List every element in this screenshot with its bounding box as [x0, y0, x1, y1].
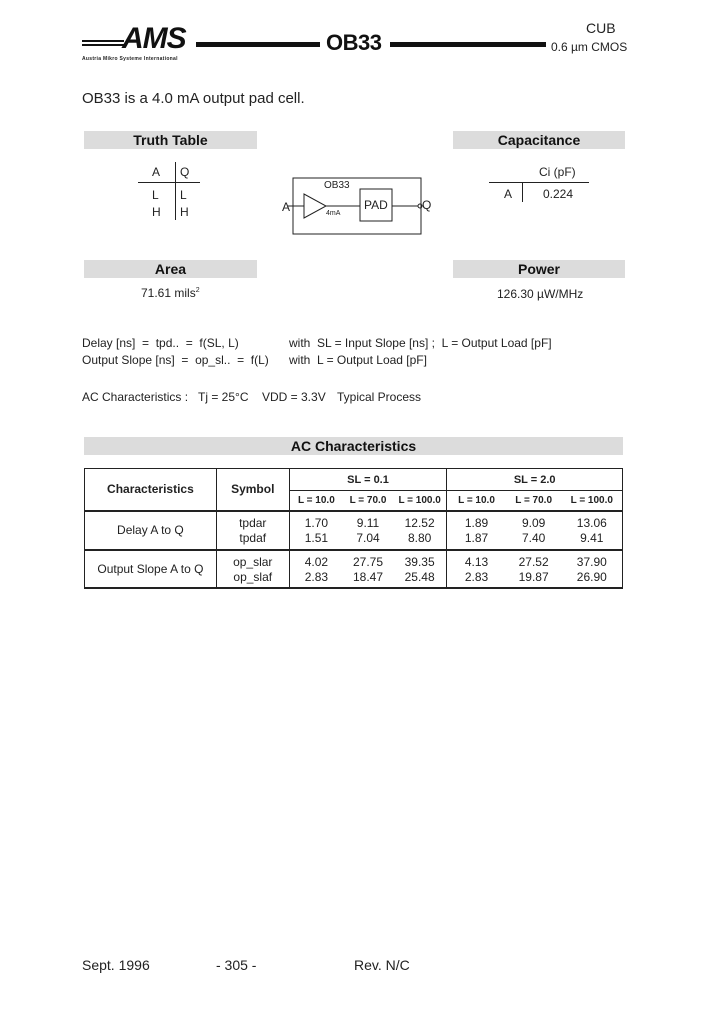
symbol-cell: op_slaf [216, 570, 289, 588]
capacitance-heading: Capacitance [453, 131, 625, 149]
capacitance-table [489, 164, 589, 204]
ac-table-heading: AC Characteristics [84, 437, 623, 455]
capacitance-value: 0.224 [543, 187, 574, 201]
value-cell: 12.52 [393, 511, 447, 531]
area-exponent: 2 [195, 287, 200, 294]
area-heading: Area [84, 260, 257, 278]
delay-formula: Delay [ns] = tpd.. = f(SL, L) [82, 336, 239, 350]
power-heading: Power [453, 260, 625, 278]
footer-revision: Rev. N/C [354, 957, 410, 973]
load-header: L = 70.0 [506, 491, 562, 511]
value-cell: 9.41 [562, 531, 623, 550]
truth-col-q: Q [180, 165, 190, 179]
ac-characteristics-table [84, 468, 623, 589]
schematic-cell-name: OB33 [324, 180, 350, 191]
schematic-drawing [282, 178, 432, 238]
col-symbol: Symbol [216, 469, 289, 511]
footer-page-number: - 305 - [216, 957, 257, 973]
load-header: L = 100.0 [393, 491, 447, 511]
slope-formula: Output Slope [ns] = op_sl.. = f(L) [82, 353, 269, 367]
value-cell: 19.87 [506, 570, 562, 588]
truth-table-hline [138, 182, 200, 183]
truth-table [138, 162, 200, 224]
group-name: Delay A to Q [85, 511, 217, 550]
process-name: 0.6 µm CMOS [551, 40, 628, 54]
ac-header-row [85, 469, 623, 491]
header-rule-right [390, 42, 546, 47]
load-header: L = 10.0 [289, 491, 343, 511]
value-cell: 9.09 [506, 511, 562, 531]
value-cell: 27.75 [343, 550, 393, 570]
conditions-process: Typical Process [337, 390, 422, 404]
schematic-output-pin: Q [422, 198, 432, 212]
load-header: L = 10.0 [447, 491, 506, 511]
group-name: Output Slope A to Q [85, 550, 217, 588]
sl-group-header: SL = 2.0 [447, 469, 623, 491]
conditions-vdd: VDD = 3.3V [262, 390, 326, 404]
conditions-label: AC Characteristics : [82, 390, 189, 404]
value-cell: 1.89 [447, 511, 506, 531]
table-row [85, 511, 623, 531]
value-cell: 1.87 [447, 531, 506, 550]
value-cell: 2.83 [289, 570, 343, 588]
value-cell: 7.04 [343, 531, 393, 550]
capacitance-vline [522, 182, 523, 202]
truth-cell: H [152, 205, 161, 219]
logo-speed-lines [82, 40, 124, 48]
capacitance-pin: A [504, 187, 513, 201]
company-name: Austria Mikro Systeme International [82, 56, 178, 62]
truth-cell: L [152, 188, 159, 202]
table-row [85, 550, 623, 570]
truth-col-a: A [152, 165, 161, 179]
value-cell: 25.48 [393, 570, 447, 588]
library-name: CUB [586, 20, 616, 36]
schematic-input-pin: A [282, 200, 291, 214]
power-value: 126.30 µW/MHz [497, 287, 584, 301]
value-cell: 1.51 [289, 531, 343, 550]
load-header: L = 100.0 [562, 491, 623, 511]
load-header: L = 70.0 [343, 491, 393, 511]
footer-date: Sept. 1996 [82, 957, 150, 973]
header-rule-left [196, 42, 320, 47]
area-text: 71.61 mils [141, 286, 196, 300]
page-title: OB33 [326, 30, 382, 55]
value-cell: 4.13 [447, 550, 506, 570]
value-cell: 13.06 [562, 511, 623, 531]
truth-cell: L [180, 188, 187, 202]
truth-table-vline [175, 162, 176, 220]
value-cell: 1.70 [289, 511, 343, 531]
truth-cell: H [180, 205, 189, 219]
area-value [141, 286, 200, 300]
col-characteristics: Characteristics [85, 469, 217, 511]
schematic-pad-label: PAD [364, 198, 388, 212]
buffer-triangle [304, 194, 326, 218]
schematic-drive-label: 4mA [326, 210, 341, 217]
value-cell: 18.47 [343, 570, 393, 588]
value-cell: 7.40 [506, 531, 562, 550]
delay-formula-note: with SL = Input Slope [ns] ; L = Output Load [pF] [289, 336, 552, 350]
truth-table-heading: Truth Table [84, 131, 257, 149]
capacitance-hline [489, 182, 589, 183]
value-cell: 8.80 [393, 531, 447, 550]
value-cell: 2.83 [447, 570, 506, 588]
symbol-cell: tpdar [216, 511, 289, 531]
capacitance-column: Ci (pF) [539, 165, 576, 179]
value-cell: 27.52 [506, 550, 562, 570]
slope-formula-note: with L = Output Load [pF] [289, 353, 427, 367]
value-cell: 26.90 [562, 570, 623, 588]
value-cell: 9.11 [343, 511, 393, 531]
sl-group-header: SL = 0.1 [289, 469, 447, 491]
conditions-tj: Tj = 25°C [198, 390, 249, 404]
value-cell: 37.90 [562, 550, 623, 570]
cell-schematic [282, 178, 432, 238]
value-cell: 4.02 [289, 550, 343, 570]
value-cell: 39.35 [393, 550, 447, 570]
company-logo: AMS [122, 22, 186, 55]
symbol-cell: op_slar [216, 550, 289, 570]
symbol-cell: tpdaf [216, 531, 289, 550]
intro-text: OB33 is a 4.0 mA output pad cell. [82, 90, 305, 107]
